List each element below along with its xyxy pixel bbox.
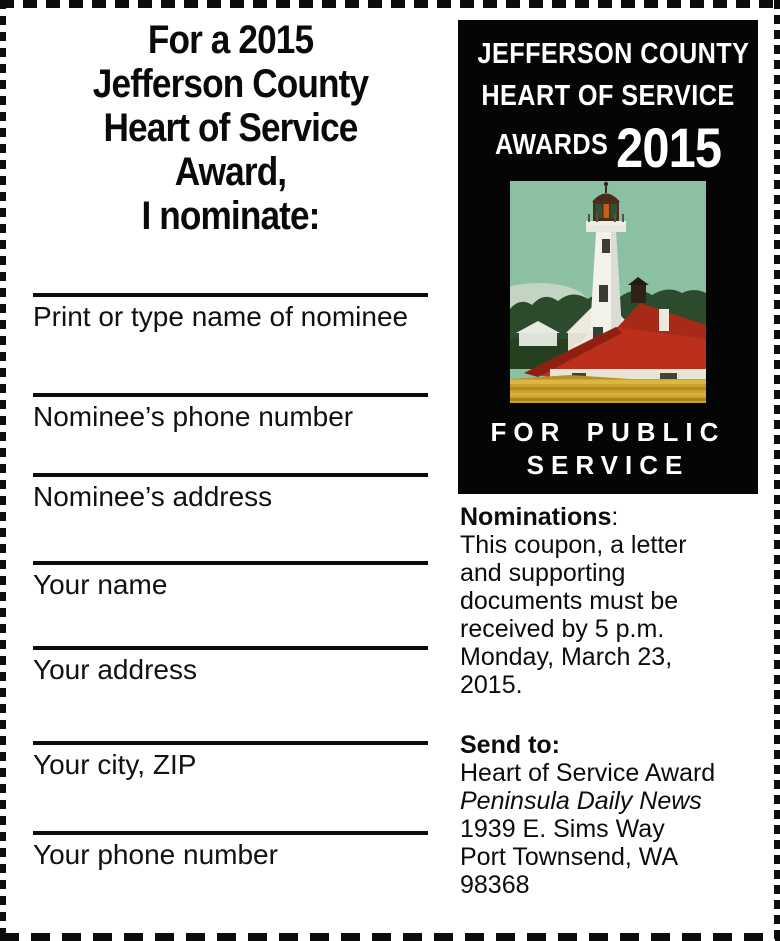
badge-year: 2015 [616, 115, 722, 179]
dashed-border-top [0, 0, 780, 8]
field-your-name [33, 561, 428, 600]
field-your-city-zip [33, 741, 428, 780]
send-to-heading: Send to: [460, 731, 560, 759]
nominee-name-write-line[interactable] [33, 293, 428, 297]
field-nominee-address [33, 473, 428, 512]
field-your-address [33, 646, 428, 685]
field-label: Nominee’s address [33, 481, 273, 512]
coupon-heading [57, 18, 405, 238]
your-city-zip-write-line[interactable] [33, 741, 428, 745]
dashed-border-bottom [0, 933, 780, 941]
field-nominee-phone [33, 393, 428, 432]
nominations-note [460, 503, 728, 699]
lighthouse-photo [510, 181, 706, 403]
award-badge [458, 20, 758, 494]
send-to-line-street: 1939 E. Sims Way [460, 815, 665, 843]
badge-footer-line-1: FOR PUBLIC [490, 417, 726, 447]
your-phone-write-line[interactable] [33, 831, 428, 835]
field-label: Nominee’s phone number [33, 401, 354, 432]
field-nominee-name [33, 293, 428, 332]
badge-title [477, 33, 750, 179]
field-label: Print or type name of nominee [33, 301, 409, 332]
field-label: Your phone number [33, 839, 278, 870]
badge-awards-word: AWARDS [494, 128, 609, 161]
badge-title-line-3 [478, 117, 739, 177]
send-to-line-award: Heart of Service Award [460, 759, 716, 787]
nominations-body: This coupon, a letter and supporting documents must be received by 5 p.m. Monday, March 23, 2015. [460, 531, 687, 699]
badge-footer [458, 416, 758, 482]
dashed-border-right [774, 0, 780, 941]
nominee-address-write-line[interactable] [33, 473, 428, 477]
your-name-write-line[interactable] [33, 561, 428, 565]
heading-line-5: I nominate: [141, 194, 320, 238]
badge-title-line-2: HEART OF SERVICE [481, 80, 735, 112]
nominations-heading-colon: : [611, 503, 619, 531]
field-your-phone [33, 831, 428, 870]
heading-line-2: Jefferson County [92, 62, 369, 106]
send-to-line-newspaper: Peninsula Daily News [460, 787, 702, 815]
heading-line-1: For a 2015 [147, 18, 314, 62]
field-label: Your name [33, 569, 168, 600]
field-label: Your address [33, 654, 197, 685]
badge-title-line-1: JEFFERSON COUNTY [477, 38, 750, 70]
send-to-line-city-state: Port Townsend, WA [460, 843, 679, 871]
nominations-heading [460, 503, 728, 531]
heading-line-3: Heart of Service [103, 106, 358, 150]
your-address-write-line[interactable] [33, 646, 428, 650]
badge-footer-line-2: SERVICE [526, 450, 690, 480]
send-to-address [460, 731, 728, 899]
nominations-heading-word: Nominations [460, 503, 612, 531]
heading-line-4: Award, [174, 150, 287, 194]
field-label: Your city, ZIP [33, 749, 197, 780]
send-to-line-zip: 98368 [460, 871, 530, 899]
dashed-border-left [0, 0, 6, 941]
nominee-phone-write-line[interactable] [33, 393, 428, 397]
